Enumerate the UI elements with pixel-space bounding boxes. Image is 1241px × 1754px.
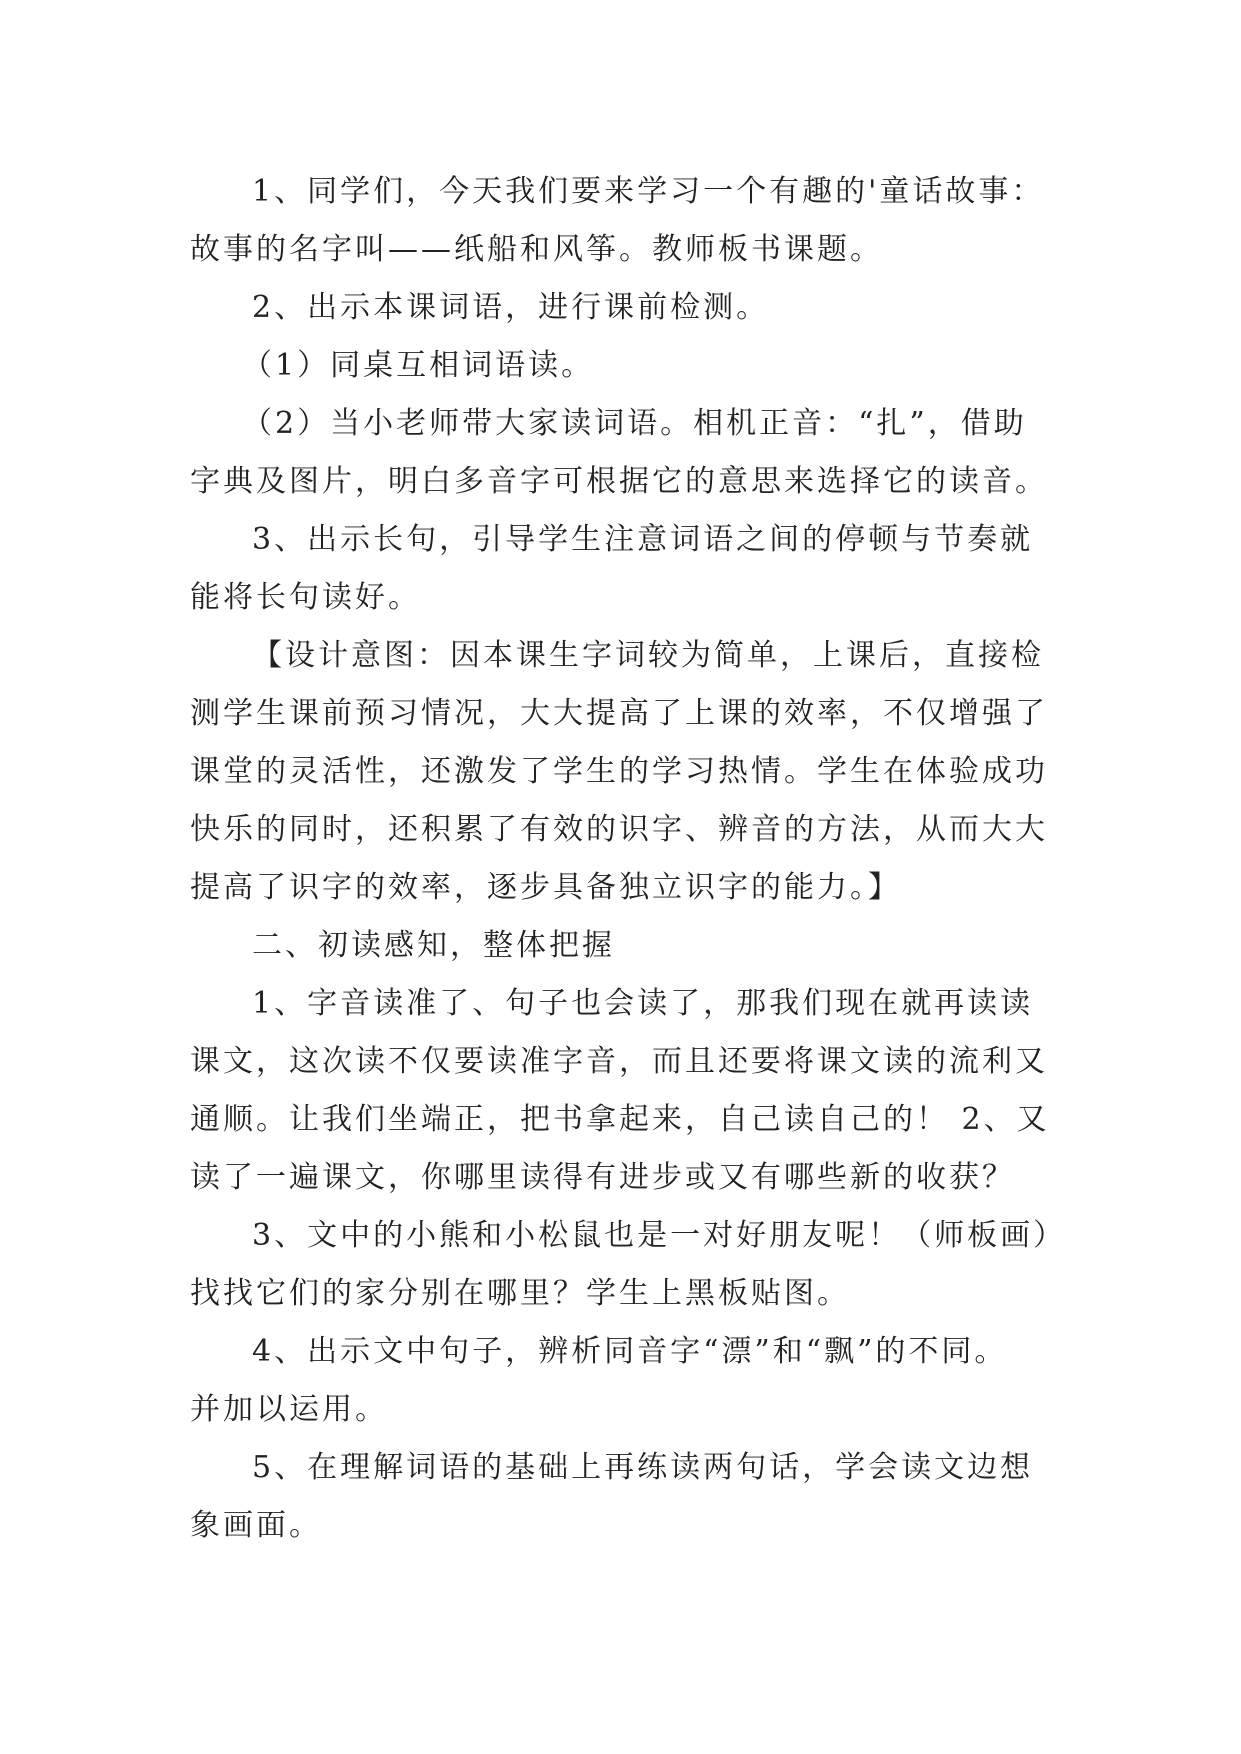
text-line: 读了一遍课文，你哪里读得有进步或又有哪些新的收获？: [190, 1160, 1015, 1195]
text-line: （1）同桌互相词语读。: [242, 348, 595, 383]
text-line: 【设计意图：因本课生字词较为简单，上课后，直接检: [252, 638, 1044, 673]
document-body: [190, 163, 1070, 1555]
section-heading: 二、初读感知，整体把握: [252, 928, 615, 963]
text-line: 提高了识字的效率，逐步具备独立识字的能力。】: [190, 870, 901, 905]
text-line: 测学生课前预习情况，大大提高了上课的效率，不仅增强了: [190, 696, 1048, 731]
text-line: 1、同学们，今天我们要来学习一个有趣的'童话故事：: [252, 174, 1045, 209]
text-line: 4、出示文中句子，辨析同音字“漂”和“飘”的不同。: [252, 1334, 1008, 1369]
text-line: 快乐的同时，还积累了有效的识字、辨音的方法，从而大大: [190, 812, 1048, 847]
text-line: 并加以运用。: [190, 1392, 388, 1427]
text-line: 能将长句读好。: [190, 580, 421, 615]
text-line: 课堂的灵活性，还激发了学生的学习热情。学生在体验成功: [190, 754, 1048, 789]
text-line: 3、文中的小熊和小松鼠也是一对好朋友呢！（师板画）: [252, 1218, 1067, 1253]
text-line: 找找它们的家分别在哪里？学生上黑板贴图。: [190, 1276, 850, 1311]
text-line: 1、字音读准了、句子也会读了，那我们现在就再读读: [252, 986, 1034, 1021]
text-line: 3、出示长句，引导学生注意词语之间的停顿与节奏就: [252, 522, 1034, 557]
text-line: 5、在理解词语的基础上再练读两句话，学会读文边想: [252, 1450, 1034, 1485]
text-line: 字典及图片，明白多音字可根据它的意思来选择它的读音。: [190, 464, 1048, 499]
text-line: 通顺。让我们坐端正，把书拿起来，自己读自己的！ 2、又: [190, 1102, 1050, 1137]
text-line: （2）当小老师带大家读词语。相机正音：“扎”，借助: [242, 406, 1027, 441]
text-line: 2、出示本课词语，进行课前检测。: [252, 290, 770, 325]
text-line: 课文，这次读不仅要读准字音，而且还要将课文读的流利又: [190, 1044, 1048, 1079]
text-line: 故事的名字叫——纸船和风筝。教师板书课题。: [190, 232, 883, 267]
text-line: 象画面。: [190, 1508, 322, 1543]
